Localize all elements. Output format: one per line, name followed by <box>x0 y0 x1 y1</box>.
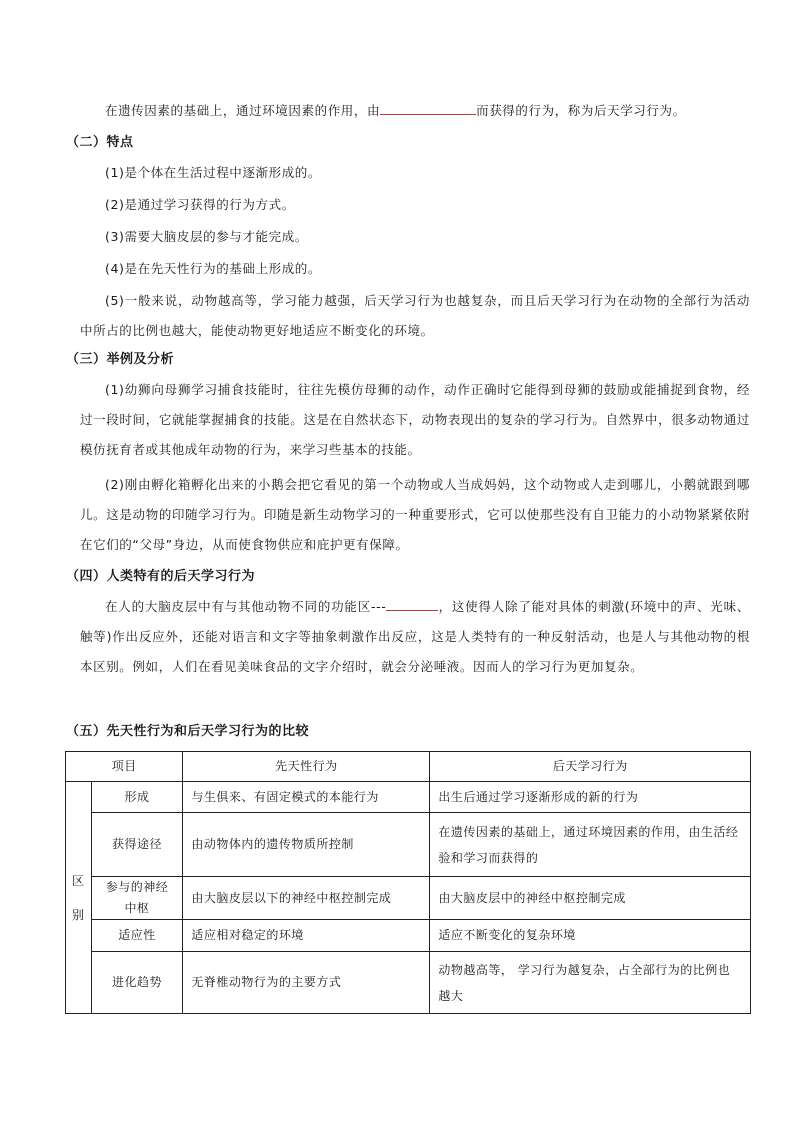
row-item: 形成 <box>91 782 183 813</box>
fill-in-blank[interactable] <box>380 102 476 115</box>
intro-paragraph <box>80 96 750 126</box>
table-row <box>66 952 751 1014</box>
table-row <box>66 782 751 813</box>
fill-in-blank[interactable] <box>386 598 438 611</box>
row-learned: 适应不断变化的复杂环境 <box>430 920 751 952</box>
section-heading-examples: （三）举例及分析 <box>66 352 175 367</box>
table-row <box>66 813 751 877</box>
row-item: 进化趋势 <box>91 952 183 1014</box>
header-innate: 先天性行为 <box>183 752 430 782</box>
example-paragraph-2: (2)刚由孵化箱孵化出来的小鹅会把它看见的第一个动物或人当成妈妈，这个动物或人走到哪儿，小鹅就跟到哪儿。这是动物的印随学习行为。印随是新生动物学习的一种重要形式，它可以使那些没有自卫能力的小动物紧紧依附在它们的“父母”身边，从而使食物供应和庇护更有保障。 <box>80 477 750 552</box>
row-learned: 由大脑皮层中的神经中枢控制完成 <box>430 877 751 920</box>
header-learned: 后天学习行为 <box>430 752 751 782</box>
human-text-2: ，这使得人除了能对具体的刺激(环境中的声、光味、触等)作出反应外，还能对语言和文字等抽象刺激作出反应，这是人类特有的一种反射活动，也是人与其他动物的根本区别。例如，人们在看见美味食品的文字介绍时，就会分泌唾液。因而人的学习行为更加复杂。 <box>80 599 750 674</box>
section-heading-features: （二）特点 <box>66 135 134 150</box>
row-item: 获得途径 <box>91 813 183 877</box>
section-heading-comparison: （五）先天性行为和后天学习行为的比较 <box>66 724 310 739</box>
intro-text-2: 而获得的行为，称为后天学习行为。 <box>476 103 686 118</box>
row-innate: 适应相对稳定的环境 <box>183 920 430 952</box>
row-innate: 由大脑皮层以下的神经中枢控制完成 <box>183 877 430 920</box>
group-label-difference: 区别 <box>66 782 92 1014</box>
table-row <box>66 920 751 952</box>
row-learned: 出生后通过学习逐渐形成的新的行为 <box>430 782 751 813</box>
row-item: 参与的神经中枢 <box>91 877 183 920</box>
feature-item: (4)是在先天性行为的基础上形成的。 <box>105 261 322 276</box>
feature-item: (5)一般来说，动物越高等，学习能力越强，后天学习行为也越复杂，而且后天学习行为在动物的全部行为活动中所占的比例也越大，能使动物更好地适应不断变化的环境。 <box>80 293 750 338</box>
row-learned: 动物越高等， 学习行为越复杂，占全部行为的比例也越大 <box>430 952 751 1014</box>
header-item: 项目 <box>66 752 183 782</box>
intro-text-1: 在遗传因素的基础上，通过环境因素的作用，由 <box>105 103 381 118</box>
table-row <box>66 877 751 920</box>
feature-item: (3)需要大脑皮层的参与才能完成。 <box>105 229 308 244</box>
row-innate: 与生俱来、有固定模式的本能行为 <box>183 782 430 813</box>
human-text-1: 在人的大脑皮层中有与其他动物不同的功能区--- <box>105 599 387 614</box>
human-learning-paragraph <box>80 592 750 682</box>
row-item: 适应性 <box>91 920 183 952</box>
feature-item: (2)是通过学习获得的行为方式。 <box>105 197 295 212</box>
comparison-table <box>65 751 751 1014</box>
row-innate: 无脊椎动物行为的主要方式 <box>183 952 430 1014</box>
row-learned: 在遗传因素的基础上，通过环境因素的作用，由生活经验和学习而获得的 <box>430 813 751 877</box>
example-paragraph-1: (1)幼狮向母狮学习捕食技能时，往往先模仿母狮的动作，动作正确时它能得到母狮的鼓励或能捕捉到食物，经过一段时间，它就能掌握捕食的技能。这是在自然状态下，动物表现出的复杂的学习行为。自然界中，很多动物通过模仿抚育者或其他成年动物的行为，来学习些基本的技能。 <box>80 382 750 457</box>
section-heading-human-learning: （四）人类特有的后天学习行为 <box>66 569 256 584</box>
row-innate: 由动物体内的遗传物质所控制 <box>183 813 430 877</box>
feature-item: (1)是个体在生活过程中逐渐形成的。 <box>105 165 322 180</box>
table-header-row <box>66 752 751 782</box>
